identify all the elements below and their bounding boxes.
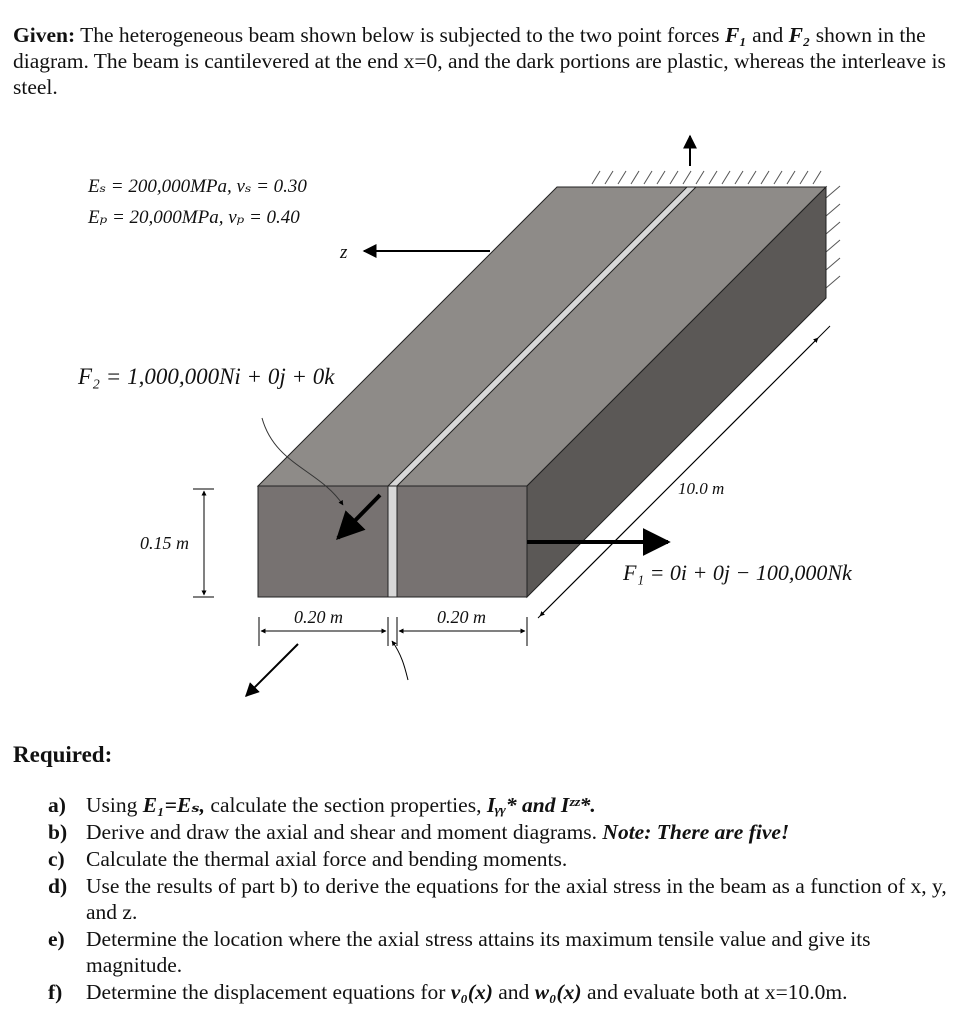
height-dimension	[193, 489, 214, 597]
width-left-label: 0.20 m	[294, 607, 343, 627]
item-letter: b)	[48, 820, 68, 844]
list-item: f) Determine the displacement equations for v₀(x) and w₀(x) and evaluate both at x=10.0m.	[48, 980, 848, 1004]
z-axis-label: z	[340, 242, 348, 263]
beam-figure	[0, 120, 970, 710]
plastic-properties: Eₚ = 20,000MPa, νₚ = 0.40	[88, 207, 300, 228]
list-item: c) Calculate the thermal axial force and bending moments.	[48, 847, 568, 871]
item-letter: c)	[48, 847, 65, 871]
item-letter: e)	[48, 927, 65, 951]
list-item: b) Derive and draw the axial and shear and moment diagrams. Note: There are five!	[48, 820, 790, 844]
given-paragraph	[13, 22, 958, 100]
item-letter: d)	[48, 874, 68, 898]
length-label: 10.0 m	[678, 479, 725, 498]
steel-interleave-front	[388, 486, 397, 597]
list-item: e) Determine the location where the axial stress attains its maximum tensile value and give its magnitude.	[48, 927, 871, 977]
list-item: a) Using E₁=Eₛ, calculate the section properties, Iᵧᵧ* and Iᶻᶻ*.	[48, 793, 596, 817]
given-and: and	[746, 23, 789, 47]
steel-properties: Eₛ = 200,000MPa, νₛ = 0.30	[88, 176, 307, 197]
beam-front-right-plastic	[397, 486, 527, 597]
item-letter: a)	[48, 793, 66, 817]
list-item: d) Use the results of part b) to derive the equations for the axial stress in the beam as a function of x, y, and z.	[48, 874, 947, 924]
item-letter: f)	[48, 980, 63, 1004]
f1-equation: F₁ = 0i + 0j − 100,000Nk	[623, 560, 852, 585]
force-f2-label: F₂	[788, 23, 811, 47]
beam-front-left-plastic	[258, 486, 388, 597]
f2-equation: F₂ = 1,000,000Ni + 0j + 0k	[78, 364, 335, 389]
width-right-label: 0.20 m	[437, 607, 486, 627]
x-axis-arrow	[246, 644, 298, 696]
required-heading: Required:	[13, 742, 113, 767]
given-text-2: shown in the diagram. The beam is cantilevered at the end x=0, and the dark portions are plastic, whereas the interleave is steel.	[13, 23, 946, 99]
given-text-1: The heterogeneous beam shown below is subjected to the two point forces	[75, 23, 725, 47]
required-list	[48, 792, 948, 1006]
given-label: Given:	[13, 23, 76, 47]
height-label: 0.15 m	[140, 533, 189, 553]
force-f1-label: F₁	[724, 23, 747, 47]
